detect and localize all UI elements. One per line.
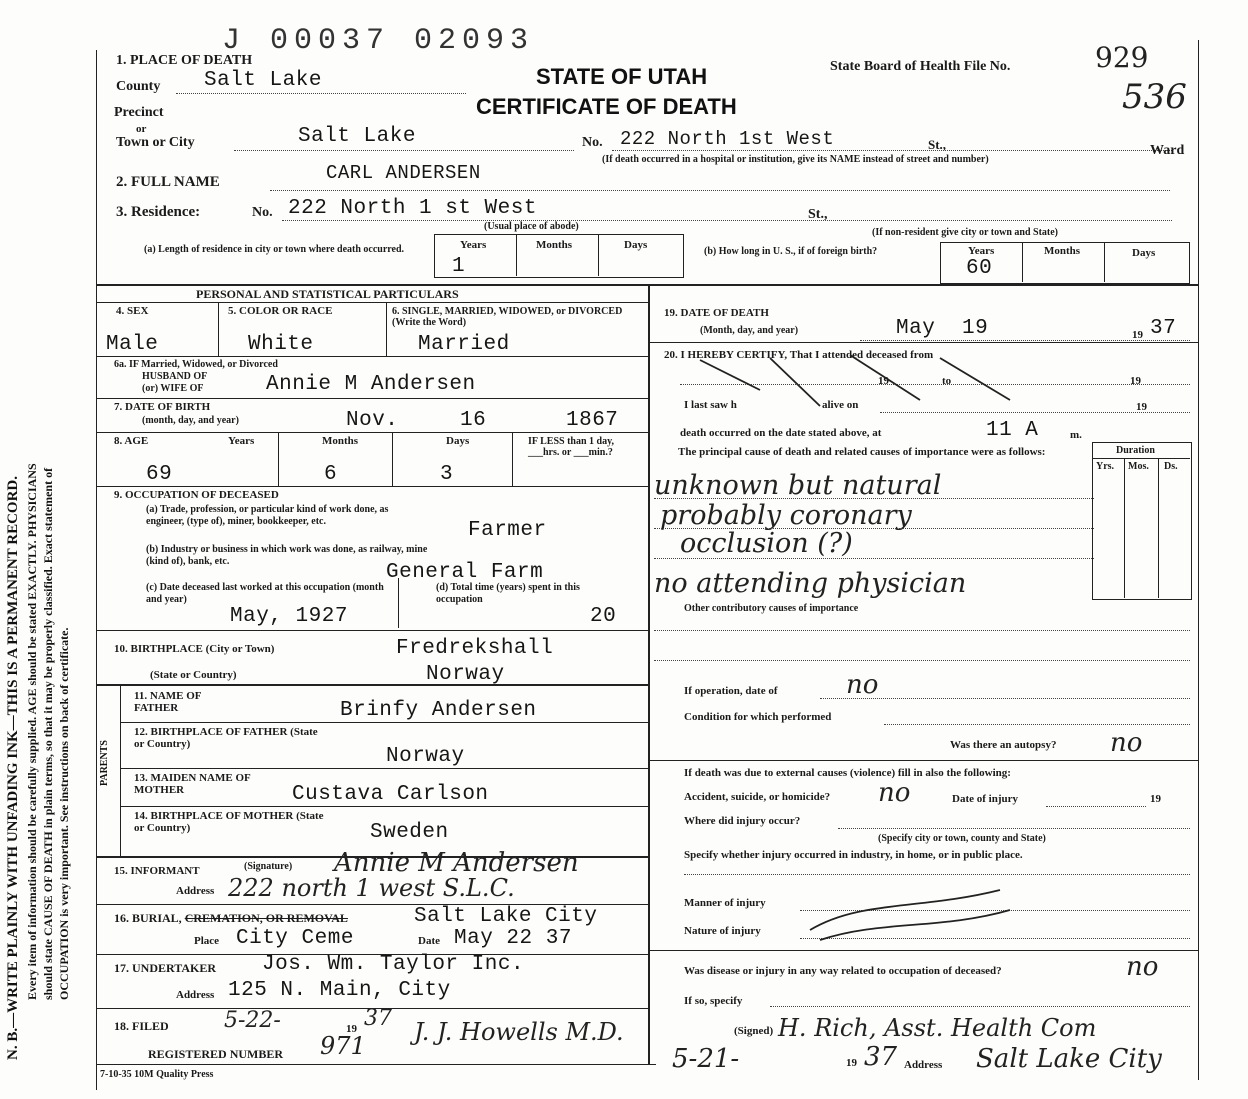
birthplace-city: Fredrekshall: [396, 637, 554, 660]
residence-st-label: St.,: [808, 207, 828, 222]
burial-label: [114, 912, 348, 924]
sex-value: Male: [106, 333, 159, 356]
length-years-value: 1: [452, 255, 466, 278]
filed-date: 5-22-: [224, 1008, 281, 1033]
sidebar-instructions-1: N. B.—WRITE PLAINLY WITH UNFADING INK—THIS IS A PERMANENT RECORD.: [5, 476, 21, 1060]
file-number-handwritten: 536: [1122, 77, 1187, 117]
last-worked-value: May, 1927: [230, 605, 348, 628]
town-line: [234, 150, 574, 151]
occupation-b-label: (b) Industry or business in which work was done, as railway, mine (kind of), bank, etc.: [146, 544, 428, 567]
age-years-label: Years: [228, 435, 255, 447]
file-number: 929: [1095, 41, 1149, 74]
in-us-label: (b) How long in U. S., if of foreign birth?: [704, 246, 878, 257]
injury-strikeout: [800, 880, 1020, 950]
date-of-death-sub: (Month, day, and year): [700, 325, 799, 336]
burial-place-value: City Ceme: [236, 927, 354, 950]
hospital-note: (If death occurred in a hospital or institution, give its NAME instead of street and number): [602, 154, 989, 165]
death-day: 19: [962, 317, 989, 340]
mother-label: 13. MAIDEN NAME OF MOTHER: [134, 772, 251, 796]
nonresident-note: (If non-resident give city or town and State): [872, 227, 1059, 238]
dob-year: 1867: [566, 409, 619, 432]
spouse-label-1: 6a. IF Married, Widowed, or Divorced: [114, 359, 278, 370]
condition-label: Condition for which performed: [684, 711, 832, 723]
residence-value: 222 North 1 st West: [288, 197, 537, 220]
certify-19-a: 19: [878, 375, 889, 387]
occupation-a-label: (a) Trade, profession, or particular kind of work done, as engineer, (type of), miner, bookkeeper, etc.: [146, 504, 389, 527]
county-line: [176, 93, 466, 94]
column-divider: [648, 284, 650, 1064]
marital-label: 6. SINGLE, MARRIED, WIDOWED, or DIVORCED (Write the Word): [392, 306, 623, 328]
disease-occupation-value: no: [1126, 952, 1159, 982]
accident-value: no: [878, 778, 911, 808]
residence-line: [282, 220, 1172, 221]
months-header: Months: [536, 239, 573, 251]
undertaker-address: 125 N. Main, City: [228, 979, 451, 1002]
section-divider: [96, 284, 1198, 286]
birthplace-country: Norway: [426, 663, 505, 686]
injury-date-label: Date of injury: [952, 793, 1018, 805]
ward-label: Ward: [1150, 143, 1185, 158]
alive-on-label: alive on: [822, 399, 859, 411]
st-label: St.,: [928, 137, 947, 152]
cause-line-1: unknown but natural: [654, 470, 942, 501]
left-border: [96, 50, 97, 1090]
sex-label: 4. SEX: [116, 305, 149, 317]
usual-abode-note: (Usual place of abode): [484, 221, 579, 232]
mother-birthplace-label: 14. BIRTHPLACE OF MOTHER (State or Country): [134, 810, 324, 834]
town-label: Town or City: [116, 135, 195, 150]
father-value: Brinfy Andersen: [340, 699, 537, 722]
informant-label: 15. INFORMANT: [114, 865, 200, 877]
address-line: [612, 150, 1172, 151]
county-label: County: [116, 79, 161, 94]
operation-label: If operation, date of: [684, 685, 778, 697]
last-saw-label: I last saw h: [684, 399, 737, 411]
where-injury-label: Where did injury occur?: [684, 815, 801, 827]
county-value: Salt Lake: [204, 69, 322, 92]
disease-occupation-label: Was disease or injury in any way related to occupation of deceased?: [684, 965, 1002, 977]
registered-number: 971: [320, 1032, 366, 1060]
autopsy-value: no: [1110, 728, 1143, 758]
length-residence-label: (a) Length of residence in city or town where death occurred.: [144, 244, 405, 255]
informant-signature: Annie M Andersen: [334, 848, 579, 878]
death-time: 11 A: [986, 419, 1039, 442]
us-months-header: Months: [1044, 245, 1081, 257]
informant-address: 222 north 1 west S.L.C.: [228, 874, 515, 902]
footer-print: 7-10-35 10M Quality Press: [100, 1069, 214, 1080]
father-birthplace-value: Norway: [386, 745, 465, 768]
registered-number-label: REGISTERED NUMBER: [148, 1047, 284, 1061]
signed-label: (Signed): [734, 1025, 774, 1037]
birthplace-sub-label: (State or Country): [150, 669, 237, 681]
or-label: or: [136, 123, 147, 135]
age-label: 8. AGE: [114, 435, 149, 447]
sidebar-instructions-4: OCCUPATION is very important. See instructions on back of certificate.: [57, 627, 71, 1000]
full-name-label: 2. FULL NAME: [116, 174, 220, 190]
mother-birthplace-value: Sweden: [370, 821, 449, 844]
age-years-value: 69: [146, 463, 173, 486]
years-header: Years: [460, 239, 487, 251]
us-years-value: 60: [966, 257, 993, 280]
burial-place-label: Place: [194, 935, 220, 947]
certify-19-c: 19: [1136, 401, 1147, 413]
cause-line-3: occlusion (?): [680, 528, 853, 559]
dob-label: 7. DATE OF BIRTH: [114, 401, 211, 413]
sidebar-instructions-2: Every item of information should be carefully supplied. AGE should be stated EXACTLY. PHYSICIANS: [25, 463, 39, 1000]
occupation-heading: 9. OCCUPATION OF DECEASED: [114, 489, 279, 501]
signed-year: 37: [864, 1042, 898, 1072]
filed-year-print: 19: [346, 1023, 357, 1035]
occurred-label: death occurred on the date stated above, at: [680, 427, 882, 439]
occupation-d-label: (d) Total time (years) spent in this occupation: [436, 582, 580, 605]
age-months-value: 6: [324, 463, 338, 486]
undertaker-value: Jos. Wm. Taylor Inc.: [262, 953, 525, 976]
file-number-label: State Board of Health File No.: [830, 59, 1011, 74]
nature-label: Nature of injury: [684, 925, 761, 937]
state-title: STATE OF UTAH: [536, 64, 708, 89]
spouse-value: Annie M Andersen: [266, 373, 476, 396]
death-address: 222 North 1st West: [620, 128, 835, 150]
age-months-label: Months: [322, 435, 359, 447]
physician-signature: H. Rich, Asst. Health Com: [778, 1014, 1097, 1042]
death-year: 37: [1150, 317, 1177, 340]
cause-line-2: probably coronary: [660, 500, 912, 531]
informant-sig-label: (Signature): [244, 861, 293, 872]
cause-line-4: no attending physician: [654, 568, 967, 599]
injury-year-print: 19: [1150, 793, 1161, 805]
days-header: Days: [624, 239, 648, 251]
signed-date: 5-21-: [672, 1044, 740, 1074]
if-so-label: If so, specify: [684, 995, 743, 1007]
filed-label: 18. FILED: [114, 1019, 169, 1033]
burial-struck-text: CREMATION, OR REMOVAL: [184, 911, 348, 925]
document-title: CERTIFICATE OF DEATH: [476, 94, 737, 119]
cause-label: The principal cause of death and related causes of importance were as follows:: [678, 446, 1046, 458]
informant-address-label: Address: [176, 885, 215, 897]
external-causes-label: If death was due to external causes (violence) fill in also the following:: [684, 767, 1011, 779]
residence-no-label: No.: [252, 205, 273, 220]
certify-label: 20. I HEREBY CERTIFY, That I attended deceased from: [664, 349, 934, 361]
town-value: Salt Lake: [298, 125, 416, 148]
bottom-rule: [96, 1064, 656, 1065]
right-border: [1198, 40, 1199, 1080]
autopsy-label: Was there an autopsy?: [950, 739, 1057, 751]
us-days-header: Days: [1132, 247, 1156, 259]
duration-ds: Ds.: [1164, 461, 1178, 472]
burial-label-text: 16. BURIAL,: [114, 911, 182, 925]
age-days-value: 3: [440, 463, 454, 486]
mother-value: Custava Carlson: [292, 783, 489, 806]
accident-label: Accident, suicide, or homicide?: [684, 791, 831, 803]
signed-address: Salt Lake City: [976, 1044, 1162, 1074]
undertaker-address-label: Address: [176, 989, 215, 1001]
marital-value: Married: [418, 333, 510, 356]
duration-yrs: Yrs.: [1096, 461, 1115, 472]
where-injury-sub: (Specify city or town, county and State): [878, 833, 1046, 844]
address-prefix: No.: [582, 135, 603, 150]
place-of-death-heading: 1. PLACE OF DEATH: [116, 53, 253, 68]
burial-date-value: May 22 37: [454, 927, 572, 950]
specify-label: Specify whether injury occurred in industry, in home, or in public place.: [684, 849, 1023, 861]
contributory-label: Other contributory causes of importance: [684, 603, 859, 614]
race-label: 5. COLOR OR RACE: [228, 305, 333, 317]
certificate-number: J 00037 02093: [222, 24, 535, 58]
filed-year: 37: [364, 1006, 392, 1031]
spouse-label-2: HUSBAND OF: [142, 371, 208, 382]
full-name-line: [270, 190, 1170, 191]
registrar-signature: J. J. Howells M.D.: [414, 1018, 624, 1046]
race-value: White: [248, 333, 314, 356]
full-name-value: CARL ANDERSEN: [326, 162, 481, 184]
us-years-header: Years: [968, 245, 995, 257]
dob-day: 16: [460, 409, 487, 432]
certify-19-b: 19: [1130, 375, 1141, 387]
time-spent-value: 20: [590, 605, 617, 628]
residence-label: 3. Residence:: [116, 204, 201, 220]
dob-month: Nov.: [346, 409, 399, 432]
duration-mos: Mos.: [1128, 461, 1149, 472]
duration-label: Duration: [1116, 445, 1155, 456]
death-year-print: 19: [1132, 329, 1143, 341]
occupation-value: Farmer: [468, 519, 547, 542]
sidebar-instructions-3: should state CAUSE OF DEATH in plain terms, so that it may be properly classified. Exact statement of: [41, 467, 55, 1000]
personal-section-header: PERSONAL AND STATISTICAL PARTICULARS: [196, 287, 459, 301]
age-less-label: IF LESS than 1 day, ___hrs. or ___min.?: [528, 436, 615, 458]
death-month: May: [896, 317, 936, 340]
precinct-label: Precinct: [114, 105, 164, 120]
age-days-label: Days: [446, 435, 470, 447]
operation-value: no: [846, 670, 879, 700]
signed-year-print: 19: [846, 1057, 857, 1069]
parents-side-label: PARENTS: [99, 740, 110, 786]
father-label: 11. NAME OF FATHER: [134, 690, 202, 714]
certify-strikeout: [690, 350, 1030, 410]
manner-label: Manner of injury: [684, 897, 766, 909]
burial-value: Salt Lake City: [414, 905, 598, 928]
occupation-c-label: (c) Date deceased last worked at this occupation (month and year): [146, 582, 384, 605]
birthplace-label: 10. BIRTHPLACE (City or Town): [114, 643, 275, 655]
undertaker-label: 17. UNDERTAKER: [114, 961, 217, 975]
industry-value: General Farm: [386, 561, 544, 584]
dob-sub-label: (month, day, and year): [142, 415, 239, 426]
spouse-label-3: (or) WIFE OF: [142, 383, 204, 394]
date-of-death-label: 19. DATE OF DEATH: [664, 307, 769, 319]
certify-to: to: [942, 375, 952, 387]
burial-date-label: Date: [418, 935, 440, 947]
death-time-m: m.: [1070, 429, 1082, 441]
father-birthplace-label: 12. BIRTHPLACE OF FATHER (State or Country): [134, 726, 318, 750]
signed-address-label: Address: [904, 1059, 943, 1071]
